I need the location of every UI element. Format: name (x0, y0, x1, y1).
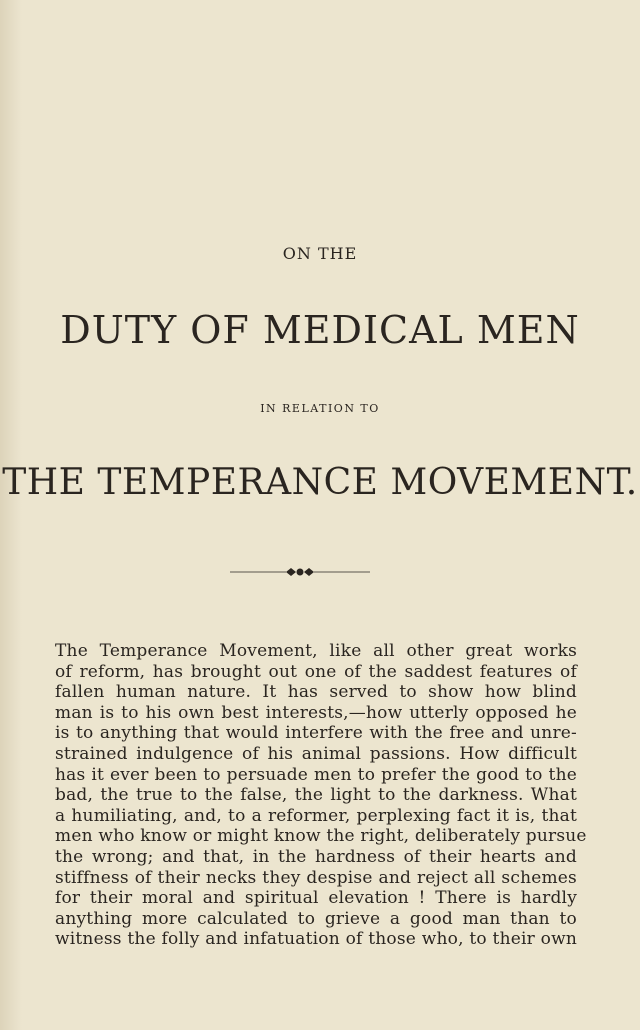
body-line: is to anything that would interfere with the free and unre- (55, 723, 577, 744)
main-title: DUTY OF MEDICAL MEN (60, 308, 580, 352)
body-line: for their moral and spiritual elevation ! There is hardly (55, 888, 577, 909)
body-line: bad, the true to the false, the light to the darkness. What (55, 785, 577, 806)
body-line: witness the folly and infatuation of those who, to their own (55, 929, 577, 950)
body-paragraph (55, 641, 587, 950)
diamond-ornament-divider-icon (230, 566, 370, 578)
body-line: The Temperance Movement, like all other great works (55, 641, 577, 661)
body-line: the wrong; and that, in the hardness of their hearts and (55, 846, 577, 867)
body-line: strained indulgence of his animal passions. How difficult (55, 743, 577, 764)
body-line: anything more calculated to grieve a good man than to (55, 908, 577, 929)
relation-heading: IN RELATION TO (260, 402, 380, 415)
on-the-heading: ON THE (282, 244, 358, 263)
subtitle: THE TEMPERANCE MOVEMENT. (2, 462, 638, 503)
body-line: fallen human nature. It has served to show how blind (55, 682, 577, 703)
body-line: man is to his own best interests,—how utterly opposed he (55, 702, 577, 723)
body-line: a humiliating, and, to a reformer, perplexing fact it is, that (55, 805, 577, 826)
body-line: has it ever been to persuade men to prefer the good to the (55, 764, 577, 785)
body-line: stiffness of their necks they despise and reject all schemes (55, 867, 577, 888)
body-line: men who know or might know the right, deliberately pursue (55, 826, 587, 847)
body-line: of reform, has brought out one of the saddest features of (55, 661, 577, 682)
